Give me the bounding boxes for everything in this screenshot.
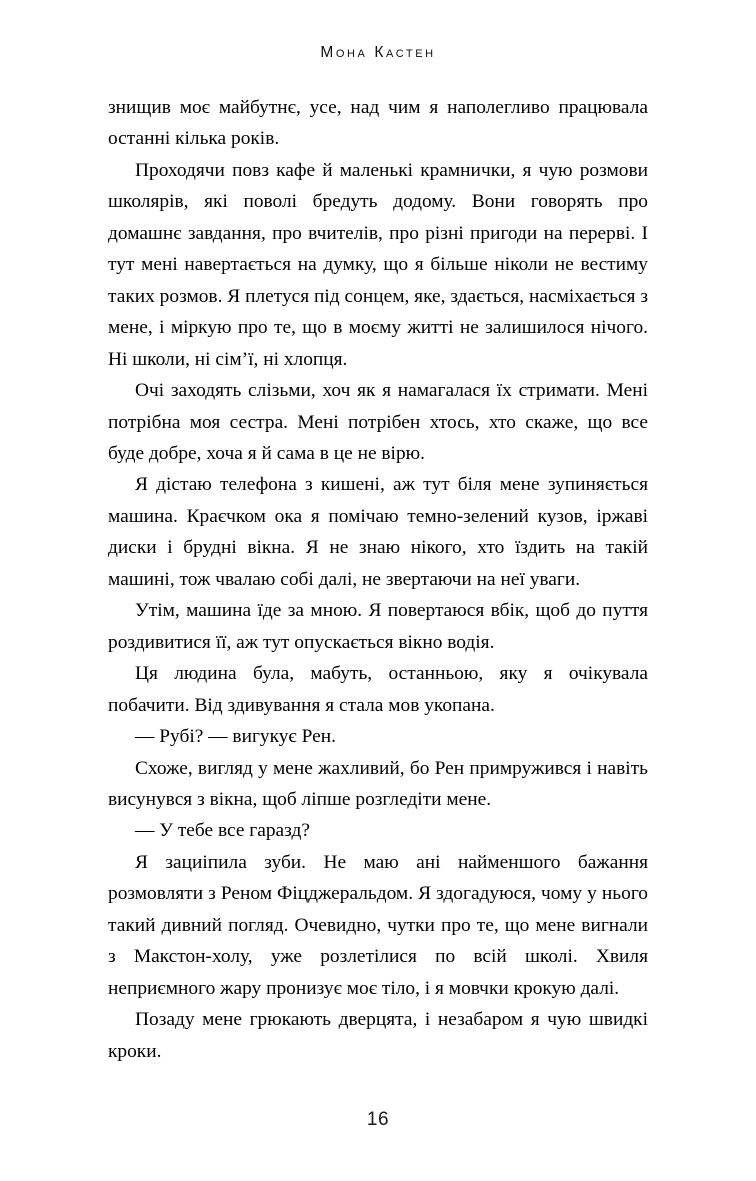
body-paragraph: Схоже, вигляд у мене жахливий, бо Рен примружився і навіть висунувся з вікна, щоб ліпше розгледіти мене.: [108, 757, 648, 810]
body-paragraph: Я дістаю телефона з кишені, аж тут біля мене зупиняється машина. Краєчком ока я помічаю темно-зелений кузов, іржаві диски і брудні вікна. Я не знаю нікого, хто їздить на такій машині, тож чвалаю собі далі, не звертаючи на неї уваги.: [108, 474, 648, 590]
body-paragraph: Ця людина була, мабуть, останньою, яку я очікувала побачити. Від здивування я стала мов укопана.: [108, 663, 648, 716]
body-paragraph: Позаду мене грюкають дверцята, і незабаром я чую швидкі кроки.: [108, 1009, 648, 1062]
body-paragraph: Проходячи повз кафе й маленькі крамнички, я чую розмови школярів, які поволі бредуть додому. Вони говорять про домашнє завдання, про вчителів, про різні пригоди на перерві. І тут мені навертається на думку, що я більше ніколи не вестиму таких розмов. Я плетуся під сонцем, яке, здається, насміхається з мене, і міркую про те, що в моєму житті не залишилося нічого. Ні школи, ні сім’ї, ні хлопця.: [108, 159, 648, 370]
body-paragraph: знищив моє майбутнє, усе, над чим я наполегливо працювала останні кілька років.: [108, 97, 648, 150]
dialogue-paragraph: — Рубі? — вигукує Рен.: [135, 726, 336, 748]
body-paragraph: Я зациіпила зуби. Не маю ані найменшого бажання розмовляти з Реном Фіцджеральдом. Я здогадуюся, чому у нього такий дивний погляд. Очевидно, чутки про те, що мене вигнали з Макстон-холу, уже розлетілися по всій школі. Хвиля неприємного жару пронизує моє тіло, і я мовчки крокую далі.: [108, 851, 648, 999]
body-paragraph: Утім, машина їде за мною. Я повертаюся вбік, щоб до пуття роздивитися її, аж тут опускається вікно водія.: [108, 600, 648, 653]
page-number: 16: [366, 1109, 390, 1130]
running-head-author: Мона Кастен: [320, 44, 436, 61]
dialogue-paragraph: — У тебе все гаразд?: [135, 820, 310, 842]
body-text-block: [108, 92, 648, 1067]
body-paragraph: Очі заходять слізьми, хоч як я намагалася їх стримати. Мені потрібна моя сестра. Мені потрібен хтось, хто скаже, що все буде добре, хоча я й сама в це не вірю.: [108, 380, 648, 464]
